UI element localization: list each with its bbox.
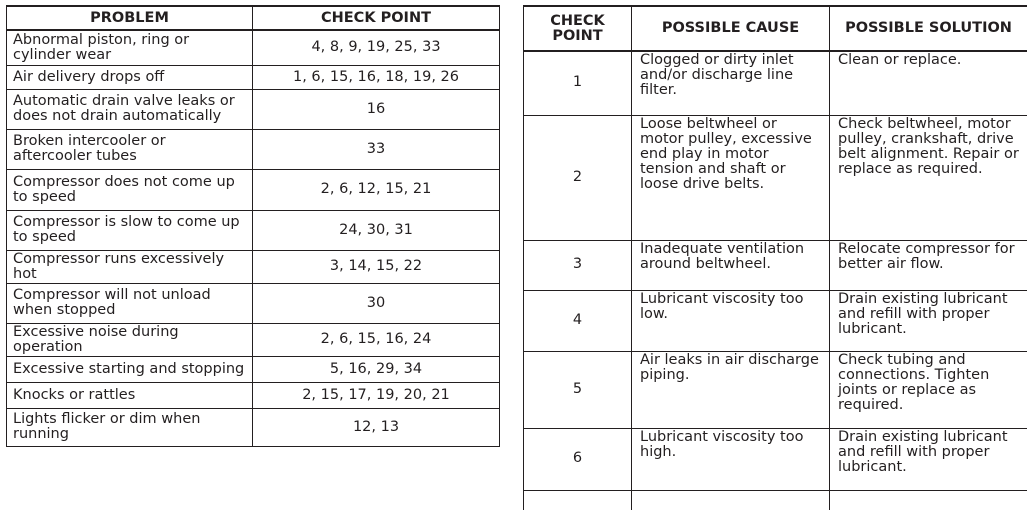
check-point-column-header	[524, 6, 632, 51]
problem-cell: Automatic drain valve leaks or does not drain automatically	[7, 89, 253, 129]
problem-cell: Compressor is slow to come up to speed	[7, 210, 253, 250]
check-points-cell: 16	[253, 89, 500, 129]
possible-solution-cell: Relocate compressor for better air flow.	[830, 240, 1027, 290]
table-row	[7, 129, 500, 169]
possible-solution-cell: Clean or replace.	[830, 51, 1027, 115]
check-points-cell: 33	[253, 129, 500, 169]
check-points-cell: 5, 16, 29, 34	[253, 356, 500, 382]
partial-cell	[830, 490, 1027, 510]
problem-cell: Compressor will not unload when stopped	[7, 283, 253, 323]
check-point-header-line-2: POINT	[552, 28, 602, 44]
table-row	[7, 283, 500, 323]
check-points-cell: 2, 15, 17, 19, 20, 21	[253, 382, 500, 408]
check-points-cell: 30	[253, 283, 500, 323]
possible-cause-cell: Lubricant viscosity too high.	[632, 428, 830, 490]
table-row	[524, 428, 1027, 490]
possible-solution-cell: Drain existing lubricant and refill with proper lubricant.	[830, 290, 1027, 351]
check-points-cell: 1, 6, 15, 16, 18, 19, 26	[253, 65, 500, 89]
table-row	[524, 290, 1027, 351]
table-row	[7, 382, 500, 408]
possible-solution-cell: Check beltwheel, motor pulley, crankshaft, drive belt alignment. Repair or replace as required.	[830, 115, 1027, 240]
table-row	[7, 169, 500, 210]
problem-cell: Knocks or rattles	[7, 382, 253, 408]
check-point-number: 1	[524, 51, 632, 115]
problem-cell: Compressor does not come up to speed	[7, 169, 253, 210]
table-row	[7, 250, 500, 283]
partial-cell	[632, 490, 830, 510]
cause-table-header-row	[524, 6, 1027, 51]
table-row	[7, 356, 500, 382]
table-row	[524, 351, 1027, 428]
check-points-cell: 24, 30, 31	[253, 210, 500, 250]
possible-cause-cell: Loose beltwheel or motor pulley, excessive end play in motor tension and shaft or loose drive belts.	[632, 115, 830, 240]
problem-cell: Broken intercooler or aftercooler tubes	[7, 129, 253, 169]
problem-table	[6, 5, 500, 447]
possible-cause-cell: Lubricant viscosity too low.	[632, 290, 830, 351]
check-points-cell: 3, 14, 15, 22	[253, 250, 500, 283]
check-points-cell: 4, 8, 9, 19, 25, 33	[253, 30, 500, 65]
table-row	[7, 65, 500, 89]
table-row	[7, 89, 500, 129]
problem-cell: Compressor runs excessively hot	[7, 250, 253, 283]
table-row	[7, 323, 500, 356]
check-point-number: 3	[524, 240, 632, 290]
check-point-number: 6	[524, 428, 632, 490]
check-point-number: 2	[524, 115, 632, 240]
check-points-cell: 2, 6, 12, 15, 21	[253, 169, 500, 210]
check-point-header-line-1: CHECK	[550, 13, 605, 29]
table-row	[7, 210, 500, 250]
problem-cell: Excessive starting and stopping	[7, 356, 253, 382]
possible-cause-cell: Inadequate ventilation around beltwheel.	[632, 240, 830, 290]
cause-solution-table	[523, 5, 1027, 510]
problem-cell: Air delivery drops off	[7, 65, 253, 89]
problem-cell: Abnormal piston, ring or cylinder wear	[7, 30, 253, 65]
check-points-cell: 2, 6, 15, 16, 24	[253, 323, 500, 356]
possible-solution-cell: Drain existing lubricant and refill with proper lubricant.	[830, 428, 1027, 490]
problem-cell: Excessive noise during operation	[7, 323, 253, 356]
table-row	[524, 115, 1027, 240]
check-point-number: 5	[524, 351, 632, 428]
possible-solution-cell: Check tubing and connections. Tighten joints or replace as required.	[830, 351, 1027, 428]
check-points-cell: 12, 13	[253, 408, 500, 446]
possible-cause-cell: Clogged or dirty inlet and/or discharge line filter.	[632, 51, 830, 115]
table-row-partial	[524, 490, 1027, 510]
possible-cause-column-header: POSSIBLE CAUSE	[632, 6, 830, 51]
table-row	[7, 30, 500, 65]
problem-cell: Lights flicker or dim when running	[7, 408, 253, 446]
problem-column-header: PROBLEM	[7, 6, 253, 30]
partial-cell	[524, 490, 632, 510]
check-point-column-header: CHECK POINT	[253, 6, 500, 30]
table-row	[7, 408, 500, 446]
problem-table-header-row	[7, 6, 500, 30]
possible-cause-cell: Air leaks in air discharge piping.	[632, 351, 830, 428]
check-point-number: 4	[524, 290, 632, 351]
table-row	[524, 51, 1027, 115]
possible-solution-column-header: POSSIBLE SOLUTION	[830, 6, 1027, 51]
table-row	[524, 240, 1027, 290]
